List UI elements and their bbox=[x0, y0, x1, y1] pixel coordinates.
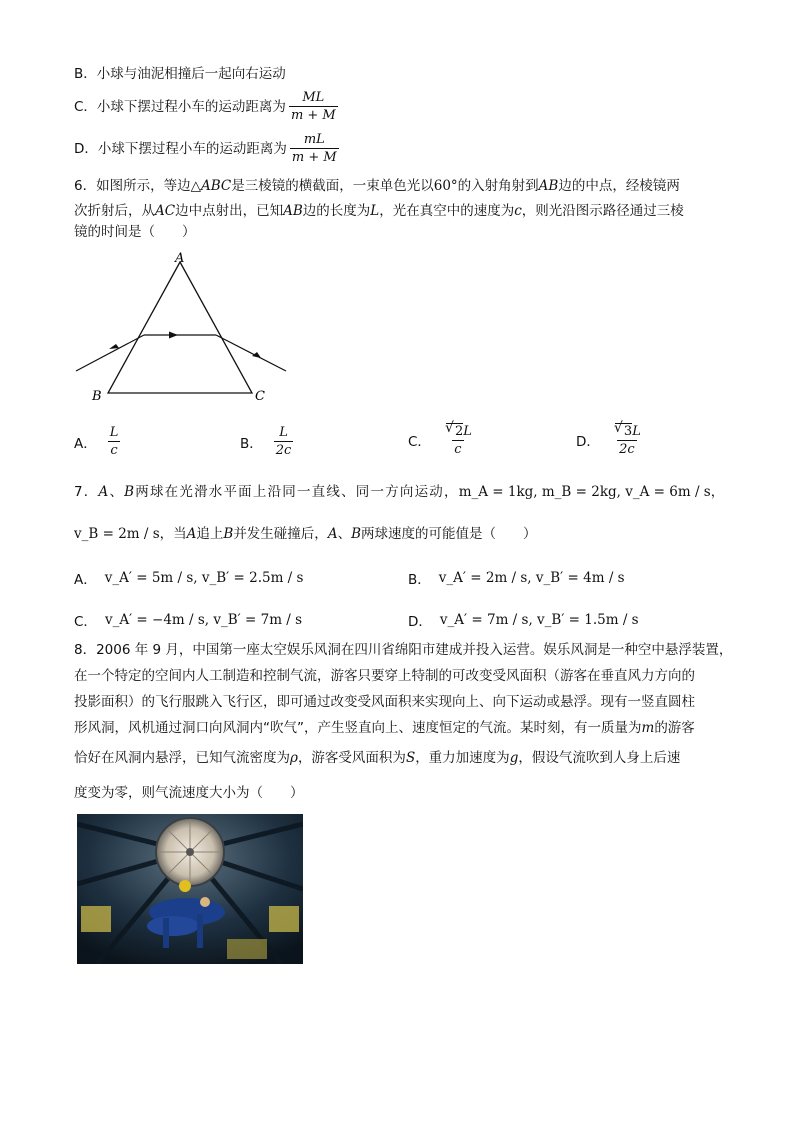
fraction-denominator: m + M bbox=[291, 150, 337, 165]
var-ab: AB bbox=[538, 178, 559, 194]
emergent-ray bbox=[216, 335, 286, 371]
var-a: A bbox=[98, 484, 110, 500]
text: 边中点射出，已知 bbox=[175, 203, 284, 219]
given-masses-velocities: m_A = 1kg, m_B = 2kg, v_A = 6m / s， bbox=[458, 484, 725, 500]
var-b: B bbox=[223, 526, 234, 542]
fraction-denominator: c bbox=[454, 442, 462, 457]
option-label: B． bbox=[240, 435, 263, 452]
q6-option-a[interactable] bbox=[74, 425, 123, 458]
text: ，当 bbox=[159, 526, 187, 542]
fraction-denominator: c bbox=[110, 443, 118, 458]
text: 7． bbox=[74, 484, 99, 500]
option-fraction bbox=[274, 425, 294, 458]
text: 并发生碰撞后， bbox=[233, 526, 328, 542]
q5-option-c-text: C．小球下摆过程小车的运动距离为 bbox=[74, 98, 286, 115]
text: 边的长度为 bbox=[302, 203, 371, 219]
incident-arrow-icon bbox=[109, 344, 119, 349]
text: 两球在光滑水平面上沿同一直线、同一方向运动， bbox=[135, 484, 459, 500]
vertex-c-label: C bbox=[255, 389, 265, 404]
q5-option-b: B．小球与油泥相撞后一起向右运动 bbox=[74, 66, 286, 82]
text: 恰好在风洞内悬浮，已知气流密度为 bbox=[74, 750, 290, 766]
q8-stem-line4 bbox=[74, 718, 695, 738]
var-rho: ρ bbox=[290, 750, 298, 766]
var-ac: AC bbox=[155, 203, 176, 219]
q5-option-c-fraction bbox=[289, 90, 338, 123]
fraction-numerator: ML bbox=[302, 90, 325, 105]
numerator-rest: L bbox=[632, 424, 641, 439]
vertex-a-label: A bbox=[175, 251, 185, 266]
var-b: B bbox=[351, 526, 361, 542]
text: ，重力加速度为 bbox=[415, 750, 510, 766]
q8-stem-line5 bbox=[74, 748, 680, 768]
option-label: A． bbox=[74, 572, 97, 588]
q6-option-d[interactable] bbox=[576, 423, 646, 457]
text: ，光在真空中的速度为 bbox=[379, 203, 515, 219]
q8-stem-line6: 度变为零，则气流速度大小为（ ） bbox=[74, 785, 304, 801]
prism-diagram bbox=[72, 248, 296, 408]
text: ，则光沿图示路径通过三棱 bbox=[521, 203, 684, 219]
option-expression: v_A′ = 2m / s, v_B′ = 4m / s bbox=[438, 570, 625, 586]
fraction-denominator: 2c bbox=[275, 443, 292, 458]
option-fraction bbox=[108, 425, 121, 458]
given-vb: v_B = 2m / s bbox=[74, 526, 160, 542]
fraction-numerator bbox=[442, 423, 474, 440]
option-expression: v_A′ = −4m / s, v_B′ = 7m / s bbox=[104, 612, 303, 628]
q7-stem-line2 bbox=[74, 524, 536, 544]
fraction-numerator bbox=[611, 423, 643, 440]
emergent-arrow-icon bbox=[252, 352, 261, 358]
var-l: L bbox=[370, 203, 380, 219]
q6-stem-line3: 镜的时间是（ ） bbox=[74, 224, 196, 240]
option-fraction bbox=[611, 423, 643, 457]
text: ，游客受风面积为 bbox=[297, 750, 406, 766]
fraction-numerator: L bbox=[109, 425, 119, 440]
incident-ray bbox=[76, 335, 144, 371]
fraction-numerator: L bbox=[279, 425, 288, 440]
text: 追上 bbox=[196, 526, 224, 542]
text: 的入射角射到 bbox=[457, 178, 539, 194]
q5-option-d bbox=[74, 132, 342, 165]
triangle-symbol: △ bbox=[190, 178, 201, 194]
vertex-b-label: B bbox=[92, 389, 102, 404]
q8-stem-line3: 投影面积）的飞行服跳入飞行区，即可通过改变受风面积来实现向上、向下运动或悬浮。现有一竖直圆柱 bbox=[74, 694, 695, 710]
text: ，假设气流吹到人身上后速 bbox=[518, 750, 681, 766]
text: 、 bbox=[109, 484, 125, 500]
sqrt-radicand: √ 3 bbox=[615, 423, 632, 439]
q6-stem-line1 bbox=[74, 176, 680, 196]
option-label: A． bbox=[74, 435, 97, 452]
fraction-denominator: m + M bbox=[290, 108, 336, 123]
option-label: C． bbox=[408, 434, 431, 450]
fraction-numerator: mL bbox=[303, 132, 325, 147]
var-a: A bbox=[327, 526, 338, 542]
var-m: m bbox=[641, 720, 655, 736]
numerator-rest: L bbox=[463, 424, 472, 439]
fraction-denominator: 2c bbox=[619, 442, 635, 457]
q5-option-d-text: D．小球下摆过程小车的运动距离为 bbox=[74, 140, 287, 157]
text: 边的中点，经棱镜两 bbox=[558, 178, 680, 194]
var-b: B bbox=[124, 484, 136, 500]
q7-stem-line1 bbox=[74, 482, 724, 502]
q7-option-a[interactable] bbox=[74, 568, 303, 588]
text: 次折射后，从 bbox=[74, 203, 155, 219]
q6-stem-line2 bbox=[74, 201, 684, 221]
q6-option-c[interactable] bbox=[408, 423, 477, 457]
var-c: c bbox=[514, 203, 522, 219]
prism-triangle bbox=[108, 262, 252, 393]
option-expression: v_A′ = 7m / s, v_B′ = 1.5m / s bbox=[439, 612, 639, 628]
var-ab: AB bbox=[283, 203, 303, 219]
text: 、 bbox=[337, 526, 352, 542]
q5-option-c bbox=[74, 90, 341, 123]
refracted-arrow-icon bbox=[169, 332, 178, 339]
q6-option-b[interactable] bbox=[240, 425, 296, 458]
option-label: C． bbox=[74, 614, 97, 630]
var-abc: ABC bbox=[200, 178, 232, 194]
text: 是三棱镜的横截面，一束单色光以 bbox=[231, 178, 434, 194]
option-fraction bbox=[442, 423, 474, 457]
q5-option-d-fraction bbox=[290, 132, 339, 165]
angle-value: 60° bbox=[433, 178, 458, 194]
q7-option-c[interactable] bbox=[74, 610, 302, 630]
q8-stem-line1: 8．2006 年 9 月，中国第一座太空娱乐风洞在四川省绵阳市建成并投入运营。娱乐风洞是一种空中悬浮装置， bbox=[74, 642, 733, 658]
var-a: A bbox=[186, 526, 197, 542]
q8-stem-line2: 在一个特定的空间内人工制造和控制气流，游客只要穿上特制的可改变受风面积（游客在垂直风力方向的 bbox=[74, 668, 695, 684]
q7-option-b[interactable] bbox=[408, 568, 625, 588]
option-label: B． bbox=[408, 572, 431, 588]
option-label: D． bbox=[408, 614, 432, 630]
text: 6．如图所示，等边 bbox=[74, 178, 191, 194]
text: 形风洞，风机通过洞口向风洞内“吹气”，产生竖直向上、速度恒定的气流。某时刻，有一质量为 bbox=[74, 720, 642, 736]
text: 两球速度的可能值是（ ） bbox=[360, 526, 537, 542]
text: 的游客 bbox=[654, 720, 695, 736]
var-s: S bbox=[405, 750, 416, 766]
var-g: g bbox=[509, 750, 519, 766]
q7-option-d[interactable] bbox=[408, 610, 639, 630]
wind-tunnel-photo bbox=[77, 814, 303, 964]
option-expression: v_A′ = 5m / s, v_B′ = 2.5m / s bbox=[104, 570, 304, 586]
sqrt-radicand: √ 2 bbox=[446, 423, 463, 439]
option-label: D． bbox=[576, 434, 600, 450]
